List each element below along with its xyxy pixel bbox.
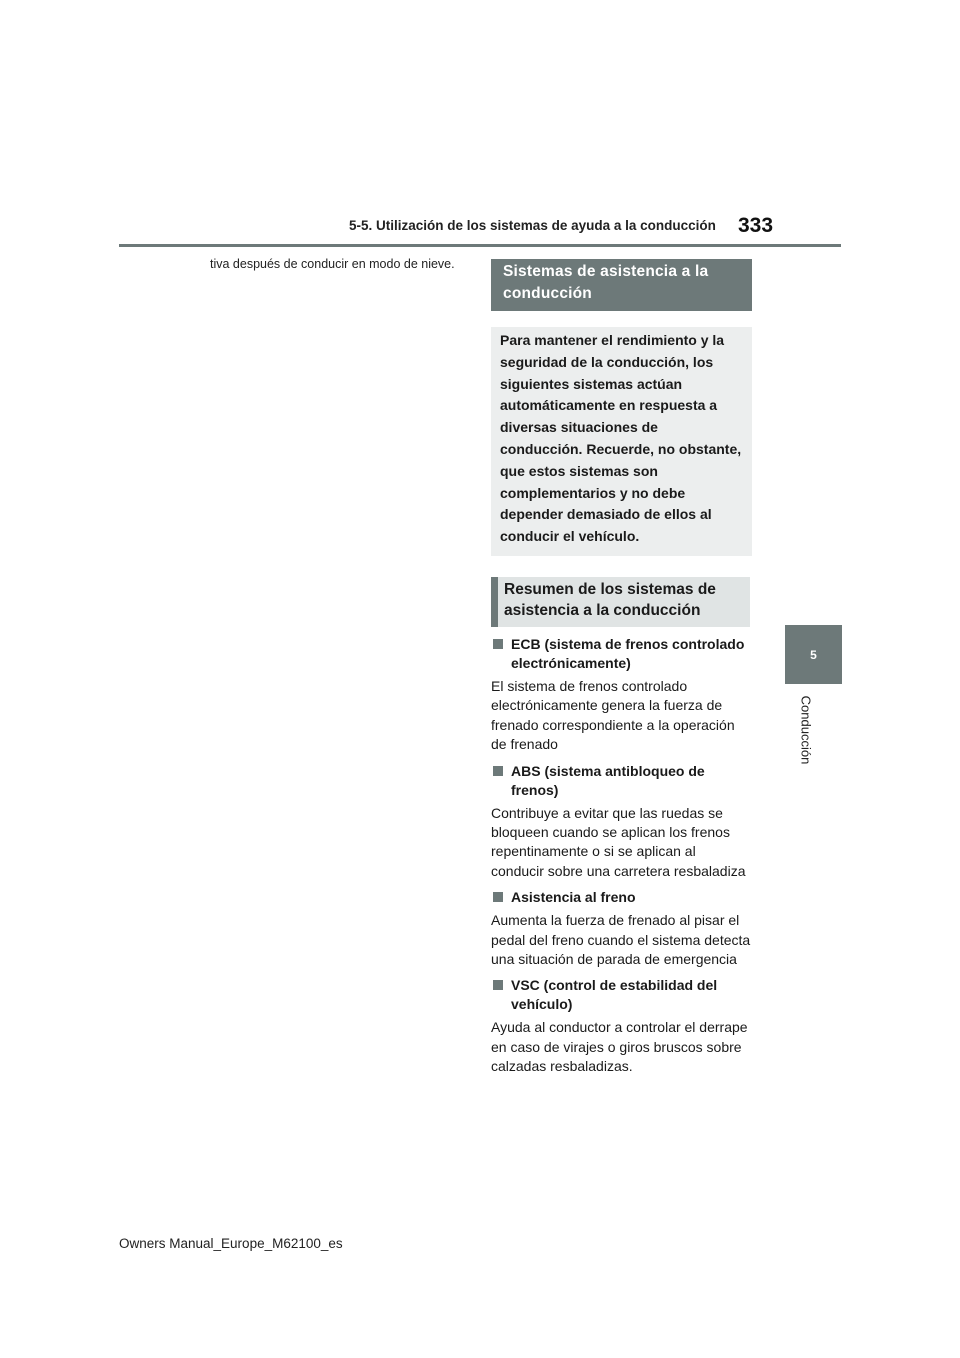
list-item [491,888,752,969]
subheading: Resumen de los sistemas de asistencia a la conducción [491,577,750,627]
entry-title [491,635,752,673]
entry-body: El sistema de frenos controlado electrónicamente genera la fuerza de frenado correspondiente a la operación de frenado [491,677,735,753]
entry-body: Aumenta la fuerza de frenado al pisar el pedal del freno cuando el sistema detecta una situación de parada de emergencia [491,912,751,968]
entry-title [491,762,752,800]
list-item [491,976,752,1076]
square-bullet-icon [493,766,503,776]
square-bullet-icon [493,980,503,990]
square-bullet-icon [493,639,503,649]
system-list [491,635,752,1077]
entry-title [491,888,752,907]
footer-text: Owners Manual_Europe_M62100_es [119,1236,343,1251]
entry-body: Contribuye a evitar que las ruedas se bloqueen cuando se aplican los frenos repentinamente o si se aplican al conducir sobre una carretera resbaladiza [491,804,746,879]
running-header: 5-5. Utilización de los sistemas de ayuda a la conducción [349,218,716,233]
entry-title-text: Asistencia al freno [511,889,636,906]
square-bullet-icon [493,892,503,902]
entry-title [491,976,752,1014]
intro-box: Para mantener el rendimiento y la seguridad de la conducción, los siguientes sistemas actúan automáticamente en respuesta a diversas situaciones de conducción. Recuerde, no obstante, que estos sistemas son complementarios y no debe depender demasiado de ellos al conducir el vehículo. [491,327,752,556]
list-item [491,635,752,755]
list-item [491,762,752,882]
continuation-text: tiva después de conducir en modo de nieve. [210,257,455,271]
chapter-label: Conducción [798,695,814,765]
entry-title-text: ABS (sistema antibloqueo de frenos) [511,762,705,798]
header-rule [119,244,841,247]
main-column [491,259,752,1084]
entry-title-text: ECB (sistema de frenos controlado electrónicamente) [511,635,745,671]
page-number: 333 [738,214,774,237]
chapter-tab: 5 [785,625,842,684]
entry-title-text: VSC (control de estabilidad del vehículo) [511,977,718,1013]
entry-body: Ayuda al conductor a controlar el derrape en caso de virajes o giros bruscos sobre calzadas resbaladizas. [491,1019,748,1075]
section-heading: Sistemas de asistencia a la conducción [491,259,752,311]
